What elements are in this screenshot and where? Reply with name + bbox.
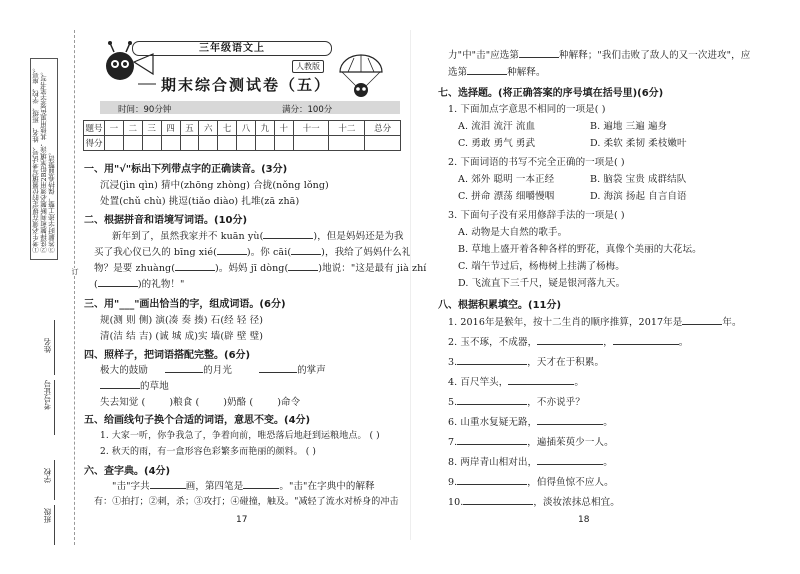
section-2-title: 二、根据拼音和语境写词语。(10分) xyxy=(84,215,248,226)
column-header: 五 xyxy=(180,121,199,136)
answer-blank[interactable] xyxy=(682,315,722,325)
answer-blank[interactable] xyxy=(199,396,223,405)
column-header: 十 xyxy=(274,121,293,136)
section-6-title: 六、查字典。(4分) xyxy=(84,466,171,477)
cut-line xyxy=(74,30,75,545)
question-3: 3. 下面句子没有采用修辞手法的一项是( ) xyxy=(448,210,625,221)
section-3-line-1: 规(测 则 侧) 演(凑 奏 揍) 石(经 轻 径) xyxy=(100,315,263,326)
text: )命令 xyxy=(277,397,301,408)
text: )。你 cāi( xyxy=(246,247,292,258)
answer-blank[interactable] xyxy=(259,363,297,373)
answer-blank[interactable] xyxy=(150,479,186,489)
section-4-line-2 xyxy=(100,378,169,392)
column-header: 十二 xyxy=(329,121,365,136)
score-table xyxy=(83,120,401,151)
text: ，不亦说乎？ xyxy=(527,397,585,408)
score-cell[interactable] xyxy=(199,136,218,151)
answer-blank[interactable] xyxy=(508,375,574,385)
section-5-title: 五、给画线句子换个合适的词语，意思不变。(4分) xyxy=(84,415,311,426)
answer-blank[interactable] xyxy=(243,479,279,489)
answer-blank[interactable] xyxy=(537,415,603,425)
section-1-line-1: 沉浸(jìn qìn) 猜中(zhōng zhòng) 合拢(nǒng lǒng) xyxy=(100,180,329,191)
text: 极大的鼓励 xyxy=(100,365,149,376)
page-number-left: 17 xyxy=(236,515,248,525)
fill-1 xyxy=(448,314,742,328)
option[interactable]: C. 端午节过后，杨梅树上挂满了杨梅。 xyxy=(458,261,625,272)
column-header: 一 xyxy=(105,121,124,136)
text: 10. xyxy=(448,497,464,508)
fill-2: 2. 玉不琢，不成器， ， 。 xyxy=(448,337,689,348)
section-6-line-1 xyxy=(112,478,375,492)
score-cell[interactable] xyxy=(256,136,275,151)
table-row xyxy=(84,121,401,136)
grade-banner: 三年级语文上 xyxy=(132,41,332,56)
text: 画，第四笔是 xyxy=(185,481,244,492)
section-3-line-2: 清(洁 结 吉) (诚 城 成)实 墙(辟 壁 璧) xyxy=(100,331,263,342)
answer-blank[interactable] xyxy=(457,355,527,365)
row-label: 题号 xyxy=(84,121,105,136)
answer-blank[interactable] xyxy=(175,261,215,271)
section-4-title: 四、照样子，把词语搭配完整。(6分) xyxy=(84,350,251,361)
answer-blank[interactable] xyxy=(100,379,140,389)
school-label: 学校 xyxy=(43,468,52,483)
option[interactable]: B. 遍地 三遍 遍身 xyxy=(590,121,668,132)
exam-number-field[interactable] xyxy=(54,380,55,435)
answer-blank[interactable] xyxy=(537,335,603,345)
score-cell[interactable] xyxy=(329,136,365,151)
score-cell[interactable] xyxy=(180,136,199,151)
answer-blank[interactable] xyxy=(519,48,559,58)
text: ( xyxy=(94,279,98,290)
text: 物？是要 zhuàng( xyxy=(94,263,176,274)
option[interactable]: B. 脑袋 宝贵 成群结队 xyxy=(590,174,687,185)
text: 力"中"击"应选第 xyxy=(448,50,520,61)
exam-number-label: 考号证号 xyxy=(43,380,52,410)
text: )奶酪 ( xyxy=(223,397,254,408)
column-header: 总分 xyxy=(365,121,401,136)
full-score: 满分：100分 xyxy=(282,105,333,115)
text: 9. xyxy=(448,477,458,488)
text: 失去知觉 ( xyxy=(100,397,146,408)
option[interactable]: D. 海滨 扬起 自言自语 xyxy=(590,191,687,202)
text: 5. xyxy=(448,397,458,408)
column-header: 二 xyxy=(123,121,142,136)
question-2: 2. 下面词语的书写不完全正确的一项是( ) xyxy=(448,157,625,168)
answer-blank[interactable] xyxy=(457,475,527,485)
text: 7. xyxy=(448,437,458,448)
text: 8. 两岸青山相对出， xyxy=(448,457,538,468)
text: 的月光 xyxy=(203,365,232,376)
section-3-title: 三、用"___"画出恰当的字，组成词语。(6分) xyxy=(84,299,286,310)
score-cell[interactable] xyxy=(218,136,237,151)
text: 1. 2016年是猴年，按十二生肖的顺序推算，2017年是 xyxy=(448,317,683,328)
answer-blank[interactable] xyxy=(613,335,679,345)
text: 年。 xyxy=(722,317,742,328)
section-2-line-3 xyxy=(94,260,426,274)
section-4-line-3 xyxy=(100,394,300,408)
table-row xyxy=(84,136,401,151)
name-label: 姓名 xyxy=(43,338,52,353)
option[interactable]: A. 流泪 流汗 流血 xyxy=(458,121,536,132)
fill-6: 6. 山重水复疑无路， 。 xyxy=(448,417,613,428)
page-title: 期末综合测试卷（五） xyxy=(160,76,331,94)
option[interactable]: A. 郊外 聪明 一本正经 xyxy=(458,174,555,185)
text: )的礼物！" xyxy=(137,279,185,290)
text: ，遍插茱萸少一人。 xyxy=(527,437,614,448)
score-cell[interactable] xyxy=(274,136,293,151)
text: )，我给了妈妈什么礼 xyxy=(321,247,412,258)
section-2-line-2 xyxy=(94,244,411,258)
section-8-title: 八、根据积累填空。(11分) xyxy=(438,300,562,311)
exam-time: 时间：90分钟 xyxy=(118,105,172,115)
answer-blank[interactable] xyxy=(217,245,247,255)
column-header: 十一 xyxy=(293,121,329,136)
section-6-continued-2 xyxy=(448,64,546,78)
fill-3 xyxy=(448,354,604,368)
column-divider xyxy=(410,30,411,540)
column-header: 七 xyxy=(218,121,237,136)
text: "击"字共 xyxy=(112,481,150,492)
text: )地说："这是最有 jià zhí xyxy=(318,263,427,274)
text: 新年到了，虽然我家并不 kuān yù( xyxy=(112,231,264,242)
text: 6. 山重水复疑无路， xyxy=(448,417,538,428)
answer-blank[interactable] xyxy=(457,435,527,445)
column-header: 九 xyxy=(256,121,275,136)
answer-blank[interactable] xyxy=(263,229,313,239)
score-cell[interactable] xyxy=(293,136,329,151)
score-cell[interactable] xyxy=(161,136,180,151)
text: )。妈妈 jī dòng( xyxy=(215,263,289,274)
option[interactable]: D. 柔软 柔韧 柔枝嫩叶 xyxy=(590,138,687,149)
option[interactable]: A. 动物是大自然的歌手。 xyxy=(458,227,568,238)
section-4-line-1 xyxy=(100,362,326,376)
text: 4. 百尺竿头， xyxy=(448,377,509,388)
option[interactable]: C. 拼命 漂荡 细嚼慢咽 xyxy=(458,191,555,202)
text: 买了我心仪已久的 bīng xié( xyxy=(94,247,217,258)
exam-rule-2: ②选择题和判断题必须用2B铅笔填涂，其他用黑色签字笔书写。 xyxy=(40,68,48,253)
text: ，淡妆浓抹总相宜。 xyxy=(533,497,620,508)
answer-blank[interactable] xyxy=(288,261,318,271)
column-header: 三 xyxy=(142,121,161,136)
fill-5 xyxy=(448,394,585,408)
text: )粮食 ( xyxy=(169,397,200,408)
fill-10 xyxy=(448,494,620,508)
section-6-line-2: 有：①拍打；②刺，杀；③攻打；④碰撞，触及。"减轻了流水对桥身的冲击 xyxy=(94,497,399,507)
fill-9 xyxy=(448,474,614,488)
option[interactable]: D. 飞流直下三千尺，疑是银河落九天。 xyxy=(458,278,626,289)
text: )，但是妈妈还是为我 xyxy=(313,231,404,242)
exam-rule-3: ③答题时字迹工整，保持卷面整洁。 xyxy=(48,149,56,253)
fill-7 xyxy=(448,434,614,448)
parachute-illustration xyxy=(336,54,386,100)
section-5-line-1: 1. 大家一听，你争我急了，争着向前，唯恐落后地赶到运粮地点。 ( ) xyxy=(100,431,380,441)
answer-blank[interactable] xyxy=(463,495,533,505)
section-2-line-4 xyxy=(94,276,185,290)
section-6-continued-1 xyxy=(448,47,750,61)
section-1-title: 一、用"√"标出下列带点字的正确读音。(3分) xyxy=(84,164,288,175)
binding-strip xyxy=(14,30,76,545)
text: 3. xyxy=(448,357,458,368)
answer-blank[interactable] xyxy=(457,395,527,405)
exam-rule-1: ①考生必须在规定的位置填写考试号、姓名、班级、学校、座号。 xyxy=(32,64,40,253)
class-field[interactable] xyxy=(54,505,55,545)
edition-badge: 人教版 xyxy=(292,60,324,73)
text: 选第 xyxy=(448,67,468,78)
section-2-line-1 xyxy=(112,228,404,242)
section-5-line-2: 2. 秋天的雨，有一盒形容色彩繁多而艳丽的颜料。 ( ) xyxy=(100,447,316,457)
score-cell[interactable] xyxy=(123,136,142,151)
section-1-line-2: 处置(chǔ chù) 挑逗(tiǎo diào) 扎堆(zā zhā) xyxy=(100,196,300,207)
text: ，天才在于积累。 xyxy=(527,357,605,368)
answer-blank[interactable] xyxy=(537,455,603,465)
answer-blank[interactable] xyxy=(291,245,321,255)
score-cell[interactable] xyxy=(142,136,161,151)
score-cell[interactable] xyxy=(105,136,124,151)
row-label: 得分 xyxy=(84,136,105,151)
answer-blank[interactable] xyxy=(467,65,507,75)
answer-blank[interactable] xyxy=(253,396,277,405)
name-field[interactable] xyxy=(54,320,55,375)
text: 2. 玉不琢，不成器， xyxy=(448,337,538,348)
text: 种解释；"我们击败了敌人的又一次进攻"，应 xyxy=(559,50,751,61)
fill-4: 4. 百尺竿头， 。 xyxy=(448,377,584,388)
answer-blank[interactable] xyxy=(98,277,138,287)
score-cell[interactable] xyxy=(237,136,256,151)
option[interactable]: C. 勇敢 勇气 勇武 xyxy=(458,138,536,149)
question-1: 1. 下面加点字意思不相同的一项是( ) xyxy=(448,104,606,115)
section-7-title: 七、选择题。(将正确答案的序号填在括号里)(6分) xyxy=(438,88,664,99)
column-header: 六 xyxy=(199,121,218,136)
text: ，伯得鱼惊不应人。 xyxy=(527,477,614,488)
column-header: 八 xyxy=(237,121,256,136)
text: 。"击"在字典中的解释 xyxy=(279,481,375,492)
class-label: 班级 xyxy=(43,508,52,523)
answer-blank[interactable] xyxy=(145,396,169,405)
score-cell[interactable] xyxy=(365,136,401,151)
answer-blank[interactable] xyxy=(165,363,203,373)
fill-8: 8. 两岸青山相对出， 。 xyxy=(448,457,613,468)
school-field[interactable] xyxy=(54,460,55,500)
page-number-right: 18 xyxy=(578,515,590,525)
text: 种解释。 xyxy=(507,67,546,78)
exam-rules-box xyxy=(30,58,58,260)
cut-label: 订 xyxy=(71,268,79,275)
column-header: 四 xyxy=(161,121,180,136)
option[interactable]: B. 草地上盛开着各种各样的野花，真像个美丽的大花坛。 xyxy=(458,244,702,255)
text: 的草地 xyxy=(140,381,169,392)
text: 的掌声 xyxy=(297,365,326,376)
